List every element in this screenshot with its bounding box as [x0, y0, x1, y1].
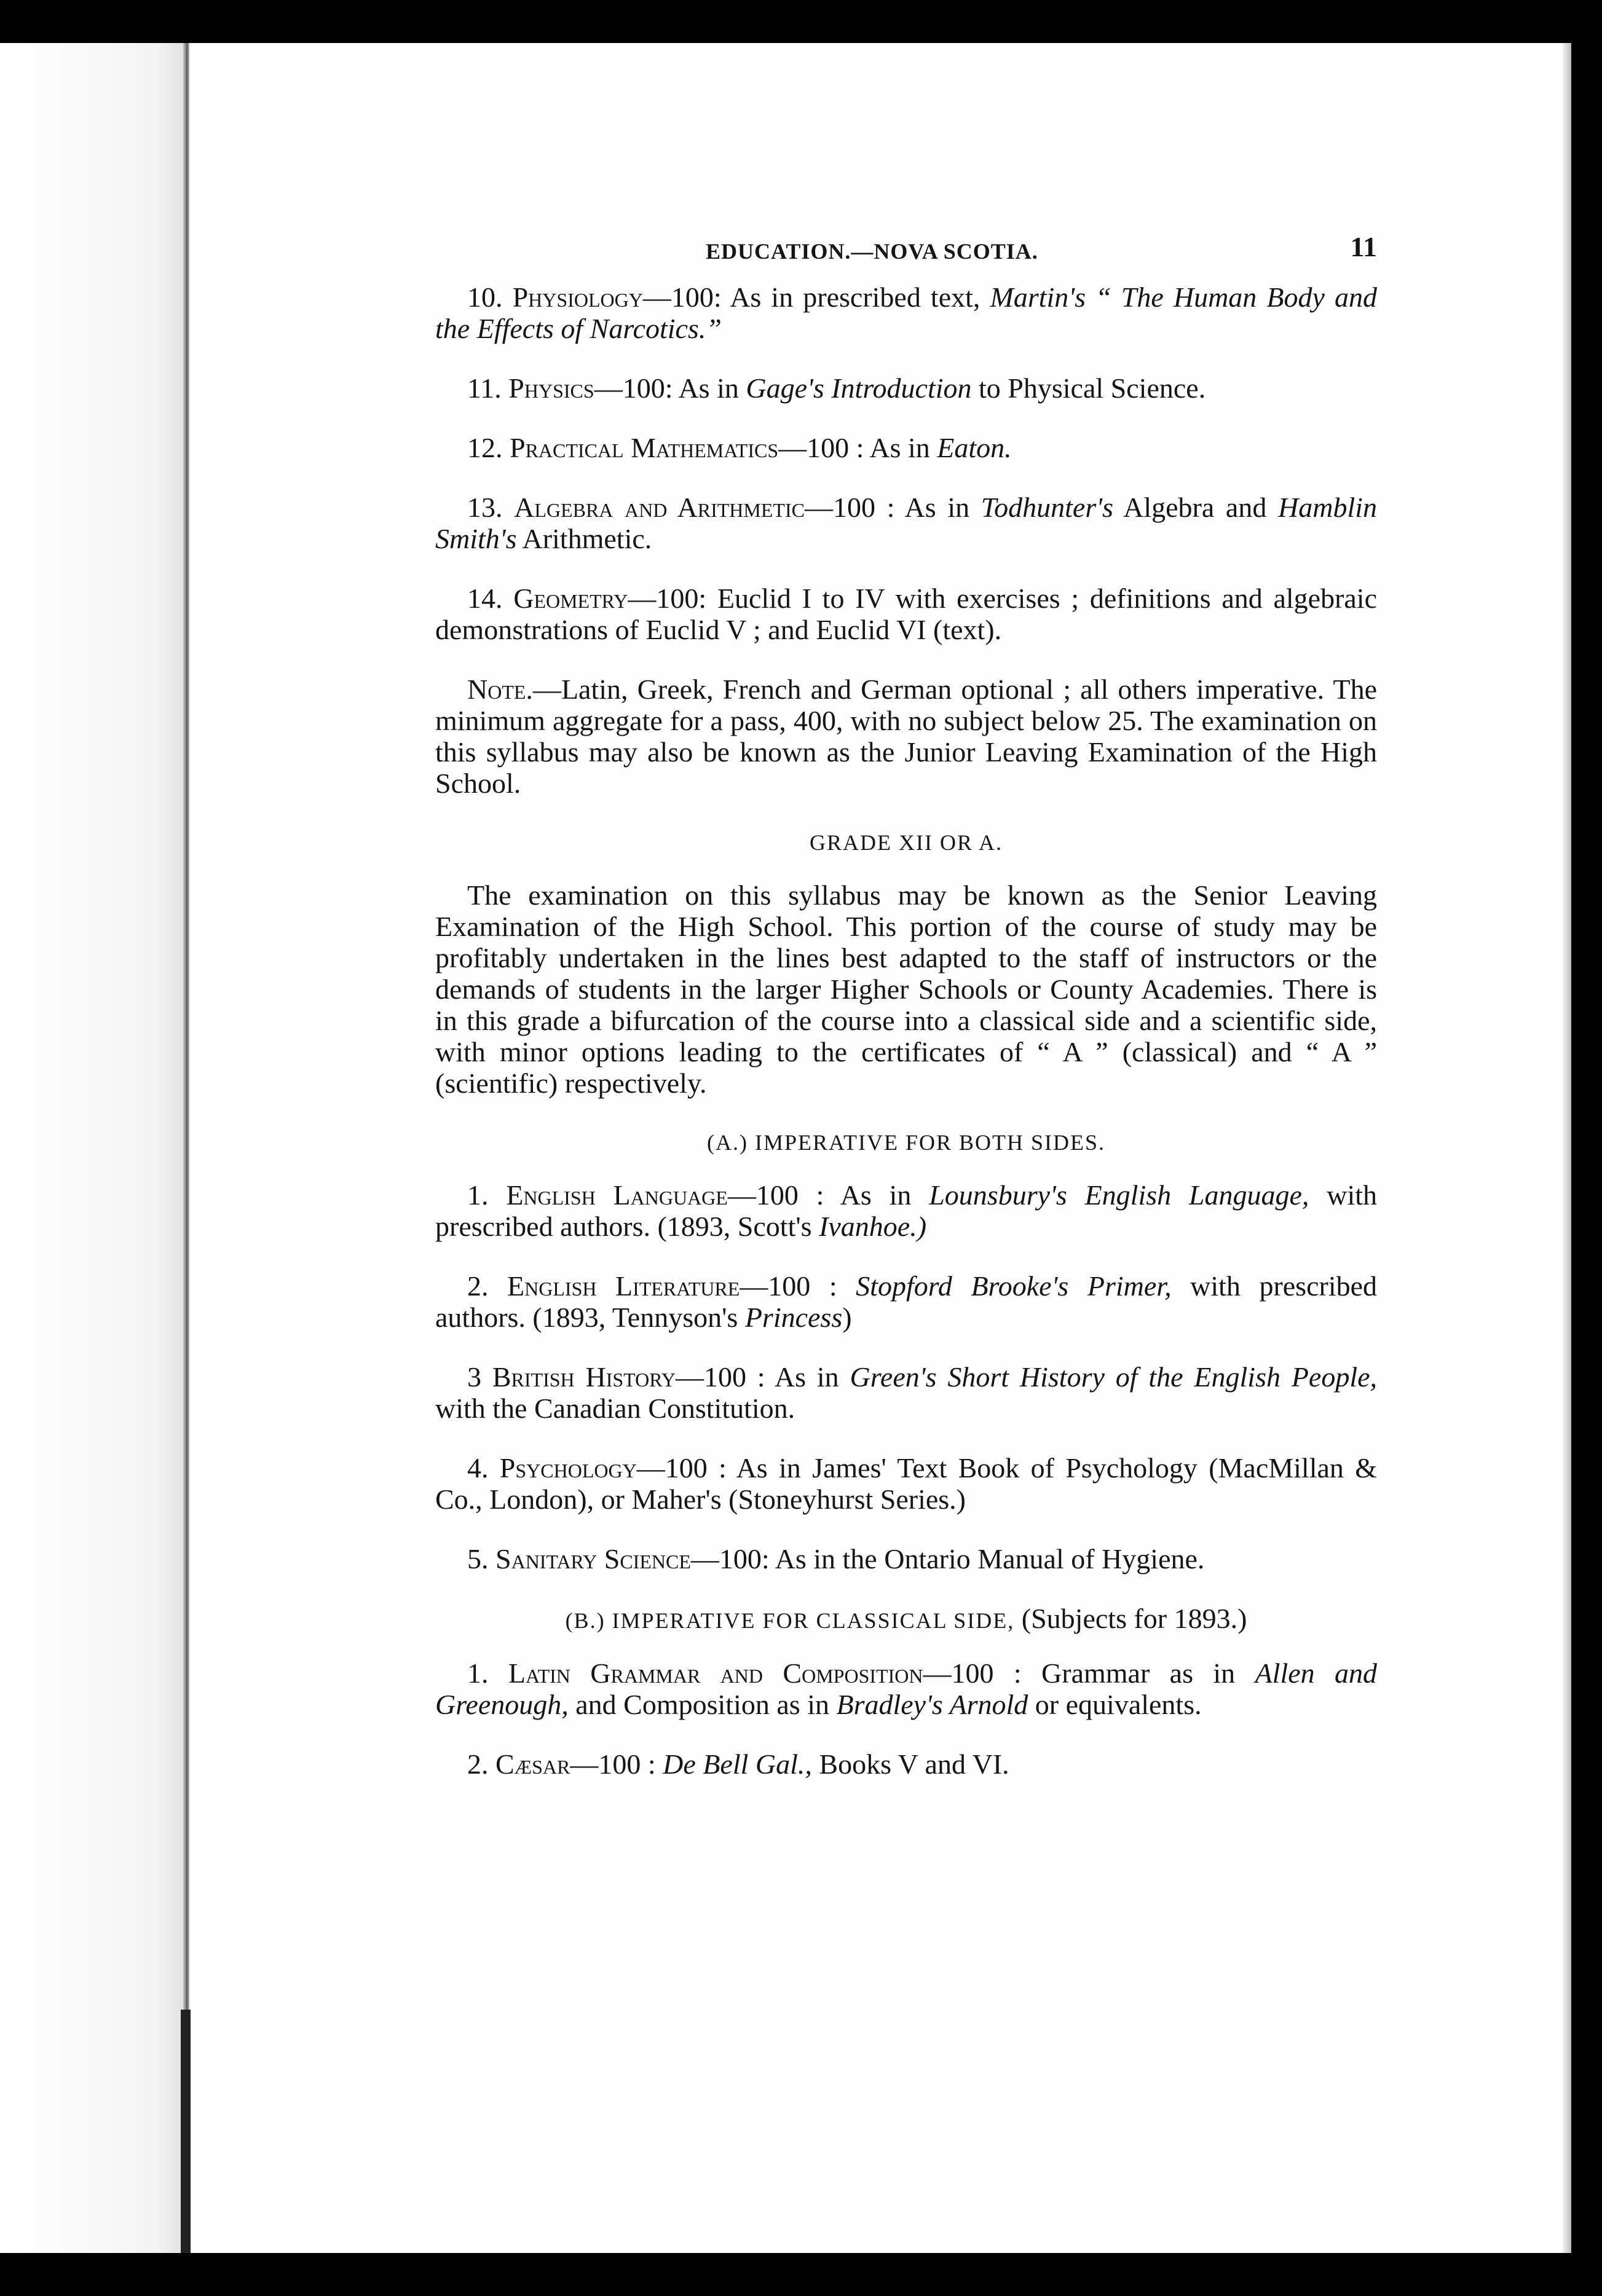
- item-separator: :: [993, 1657, 1042, 1689]
- item-text: ): [842, 1302, 852, 1333]
- spine-shadow: [181, 2010, 191, 2253]
- subject-item: [435, 372, 1377, 404]
- section-b-title: (B.) IMPERATIVE FOR CLASSICAL SIDE,: [565, 1608, 1015, 1633]
- item-subject: Latin Grammar and Composition—100: [508, 1657, 994, 1689]
- item-text: with prescribed authors. (1893, Tennyson's: [435, 1270, 1378, 1333]
- item-separator: :: [665, 372, 679, 404]
- item-text: As in James' Text Book of Psychology (MacMillan & Co., London), or Maher's (Stoneyhurst Series.): [435, 1452, 1377, 1515]
- item-text: Arithmetic.: [516, 523, 652, 554]
- item-subject: Algebra and Arithmetic—100: [514, 492, 875, 523]
- item-number: 12.: [467, 432, 510, 463]
- item-subject: Psychology—100: [499, 1452, 708, 1484]
- subject-item: [435, 281, 1377, 344]
- item-separator: :: [798, 1179, 840, 1211]
- subject-item: [435, 1179, 1377, 1242]
- item-italic: De Bell Gal.,: [663, 1748, 812, 1780]
- item-text: As in: [840, 1179, 929, 1211]
- item-number: 5.: [467, 1543, 495, 1575]
- item-italic: Gage's Introduction: [746, 372, 972, 404]
- subject-list-upper: [435, 281, 1377, 645]
- item-subject: Geometry—100: [513, 583, 699, 614]
- item-text: As in: [904, 492, 981, 523]
- item-number: 14.: [467, 583, 514, 614]
- note-text: —Latin, Greek, French and German optional ; all others imperative. The minimum aggregate for a pass, 400, with no subject below 25. The examination on this syllabus may also be known as the Junior Leaving Examination of the High School.: [435, 674, 1377, 799]
- item-text: As in the Ontario Manual of Hygiene.: [775, 1543, 1205, 1575]
- item-italic: Todhunter's: [981, 492, 1113, 523]
- item-text: Books V and VI.: [811, 1748, 1009, 1780]
- item-text: Algebra and: [1113, 492, 1279, 523]
- item-text: As in: [774, 1361, 850, 1393]
- item-text: to Physical Science.: [971, 372, 1206, 404]
- section-a-heading: (A.) IMPERATIVE FOR BOTH SIDES.: [706, 1130, 1106, 1155]
- item-subject: Sanitary Science—100: [495, 1543, 762, 1575]
- item-separator: :: [707, 1452, 736, 1484]
- section-b-suffix: (Subjects for 1893.): [1014, 1603, 1247, 1634]
- grade-paragraph: The examination on this syllabus may be known as the Senior Leaving Examination of the High School. This portion of the course of study may be profitably undertaken in the lines best adapted to the staff of instructors or the demands of students in the larger Higher Schools or County Academies. There is in this grade a bifurcation of the course into a classical side and a scientific side, with minor options leading to the certificates of “ A ” (classical) and “ A ” (scientific) respectively.: [435, 879, 1377, 1099]
- item-subject: English Literature—100: [507, 1270, 811, 1302]
- item-italic: Princess: [744, 1302, 843, 1333]
- item-number: 3: [467, 1361, 492, 1393]
- page-content: [435, 229, 1377, 1808]
- item-text: with the Canadian Constitution.: [435, 1393, 795, 1424]
- item-italic: Bradley's Arnold: [836, 1689, 1028, 1720]
- grade-heading: GRADE XII OR A.: [810, 830, 1003, 855]
- page-edge: [1563, 43, 1571, 2253]
- item-separator: :: [746, 1361, 775, 1393]
- subject-item: [435, 583, 1377, 645]
- item-number: 2.: [467, 1270, 508, 1302]
- item-separator: :: [641, 1748, 663, 1780]
- item-separator: :: [810, 1270, 856, 1302]
- item-text: As in: [678, 372, 746, 404]
- subject-item: [435, 1270, 1377, 1333]
- item-italic: Stopford Brooke's Primer,: [856, 1270, 1172, 1302]
- page-number: 11: [1350, 231, 1377, 262]
- item-text: and Composition as in: [568, 1689, 837, 1720]
- item-number: 11.: [467, 372, 509, 404]
- facing-page-margin: [0, 43, 183, 2253]
- subject-item: [435, 1361, 1377, 1424]
- item-number: 1.: [467, 1179, 507, 1211]
- item-number: 13.: [467, 492, 515, 523]
- note-label: Note.: [467, 674, 533, 705]
- item-italic: Martin's “ The Human Body and the Effects of Narcotics.”: [435, 281, 1378, 344]
- item-subject: Cæsar—100: [495, 1748, 641, 1780]
- item-italic: Allen and Greenough,: [435, 1657, 1378, 1720]
- item-number: 10.: [467, 281, 513, 313]
- subject-list-a: [435, 1179, 1377, 1575]
- item-italic: Lounsbury's English Language,: [929, 1179, 1309, 1211]
- item-text: Euclid I to IV with exercises ; definitions and algebraic demonstrations of Euclid V ; and Euclid VI (text).: [435, 583, 1378, 645]
- subject-item: [435, 432, 1377, 463]
- note-paragraph: [435, 674, 1377, 799]
- item-text: Grammar as in: [1041, 1657, 1255, 1689]
- item-subject: Physics—100: [508, 372, 665, 404]
- book-spine: [183, 43, 189, 2253]
- item-text: or equivalents.: [1028, 1689, 1202, 1720]
- item-separator: :: [849, 432, 870, 463]
- item-subject: Physiology—100: [512, 281, 714, 313]
- item-italic: Green's Short History of the English People,: [850, 1361, 1378, 1393]
- item-separator: :: [698, 583, 717, 614]
- section-b-heading: [435, 1603, 1377, 1637]
- item-separator: :: [713, 281, 730, 313]
- item-text: As in prescribed text,: [730, 281, 990, 313]
- item-subject: Practical Mathematics—100: [510, 432, 850, 463]
- item-subject: British History—100: [492, 1361, 746, 1393]
- item-text: As in: [869, 432, 937, 463]
- item-italic: Ivanhoe.): [819, 1211, 927, 1242]
- item-separator: :: [875, 492, 905, 523]
- item-italic: Hamblin Smith's: [435, 492, 1378, 554]
- item-number: 4.: [467, 1452, 500, 1484]
- item-italic: Eaton.: [937, 432, 1012, 463]
- item-number: 1.: [467, 1657, 508, 1689]
- item-subject: English Language—100: [506, 1179, 799, 1211]
- item-text: with prescribed authors. (1893, Scott's: [435, 1179, 1378, 1242]
- subject-item: [435, 1452, 1377, 1515]
- subject-item: [435, 1748, 1377, 1780]
- subject-item: [435, 1657, 1377, 1720]
- item-separator: :: [761, 1543, 775, 1575]
- running-head: EDUCATION.—NOVA SCOTIA.: [706, 239, 1038, 264]
- subject-item: [435, 1543, 1377, 1575]
- subject-item: [435, 492, 1377, 554]
- page-header: [435, 229, 1377, 265]
- subject-list-b: [435, 1657, 1377, 1780]
- item-number: 2.: [467, 1748, 495, 1780]
